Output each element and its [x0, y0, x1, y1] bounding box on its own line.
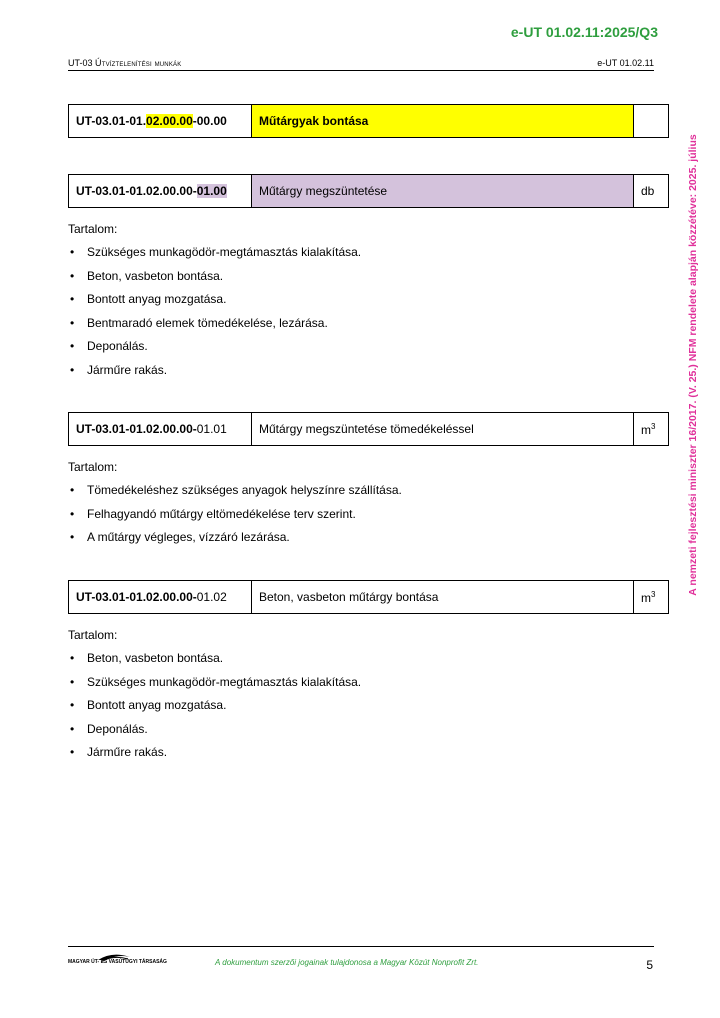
page-number: 5	[646, 958, 653, 972]
item-code	[69, 175, 252, 208]
standard-ref: e-UT 01.02.11	[597, 58, 654, 68]
list-item: • Járműre rakás.	[68, 363, 648, 387]
chapter-name: Útvíztelenítési munkák	[95, 58, 182, 68]
content-lead: Tartalom:	[68, 222, 118, 236]
running-header	[68, 58, 654, 71]
publication-note: A nemzeti fejlesztési miniszter 16/2017. (V. 25.) NFM rendelete alapján közzétéve: 2025. július	[687, 134, 699, 596]
list-item: • Deponálás.	[68, 722, 648, 746]
unit-base: m	[641, 422, 651, 437]
chapter-title	[68, 58, 181, 68]
footer-rule	[68, 946, 654, 947]
list-item: • Bontott anyag mozgatása.	[68, 292, 648, 316]
item-unit	[634, 581, 669, 614]
item-unit: db	[634, 175, 669, 208]
code-rest: 01.02	[196, 590, 227, 604]
item-table-0	[68, 104, 669, 138]
item-description: Műtárgy megszüntetése	[252, 175, 634, 208]
unit-exponent: 3	[651, 589, 656, 599]
list-item: • Szükséges munkagödör-megtámasztás kialakítása.	[68, 675, 648, 699]
organization-name: MAGYAR ÚT- ÉS VASÚTÜGYI TÁRSASÁG	[68, 959, 167, 965]
item-table-3	[68, 580, 669, 614]
item-table-2	[68, 412, 669, 446]
bullet-list	[68, 483, 648, 554]
code-prefix: UT-03.01-01.	[76, 114, 147, 128]
list-item: • Deponálás.	[68, 339, 648, 363]
item-description: Beton, vasbeton műtárgy bontása	[252, 581, 634, 614]
bullet-list	[68, 651, 648, 769]
item-description: Műtárgyak bontása	[252, 105, 634, 138]
item-description: Műtárgy megszüntetése tömedékeléssel	[252, 413, 634, 446]
code-highlight: 01.00	[196, 184, 227, 198]
unit-base: m	[641, 590, 651, 605]
unit-exponent: 3	[651, 421, 656, 431]
copyright-notice: A dokumentum szerzői jogainak tulajdonosa a Magyar Közút Nonprofit Zrt.	[215, 958, 479, 967]
content-lead: Tartalom:	[68, 460, 118, 474]
item-unit	[634, 413, 669, 446]
code-rest: 01.01	[196, 422, 227, 436]
list-item: • Szükséges munkagödör-megtámasztás kialakítása.	[68, 245, 648, 269]
list-item: • Járműre rakás.	[68, 745, 648, 769]
chapter-prefix: UT-03	[68, 58, 93, 68]
item-content-1	[68, 222, 648, 386]
list-item: • Beton, vasbeton bontása.	[68, 269, 648, 293]
item-unit	[634, 105, 669, 138]
list-item: • Beton, vasbeton bontása.	[68, 651, 648, 675]
item-code	[69, 581, 252, 614]
code-prefix: UT-03.01-01.02.00.00-	[76, 184, 197, 198]
item-code	[69, 105, 252, 138]
item-content-2	[68, 460, 648, 554]
code-bold: UT-03.01-01.02.00.00-	[76, 590, 197, 604]
item-table-1	[68, 174, 669, 208]
item-content-3	[68, 628, 648, 769]
code-bold: UT-03.01-01.02.00.00-	[76, 422, 197, 436]
item-code	[69, 413, 252, 446]
list-item: • Tömedékeléshez szükséges anyagok helyszínre szállítása.	[68, 483, 648, 507]
document-code: e-UT 01.02.11:2025/Q3	[510, 24, 658, 40]
bullet-list	[68, 245, 648, 386]
list-item: • Bontott anyag mozgatása.	[68, 698, 648, 722]
list-item: • Bentmaradó elemek tömedékelése, lezárása.	[68, 316, 648, 340]
code-rest: -00.00	[192, 114, 227, 128]
list-item: • Felhagyandó műtárgy eltömedékelése terv szerint.	[68, 507, 648, 531]
code-highlight: 02.00.00	[146, 114, 193, 128]
content-lead: Tartalom:	[68, 628, 118, 642]
list-item: • A műtárgy végleges, vízzáró lezárása.	[68, 530, 648, 554]
